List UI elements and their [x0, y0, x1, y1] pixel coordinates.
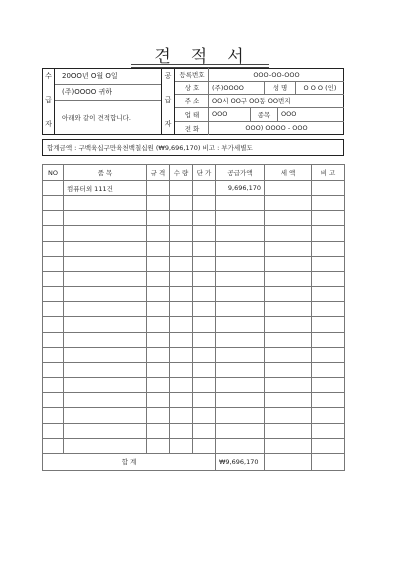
- company-name-value: (주)OOOO: [212, 84, 244, 92]
- table-header-row: [43, 165, 345, 181]
- recipient-date: 20OO년 O월 O일: [62, 72, 118, 80]
- phone-label: 전 화: [184, 124, 200, 133]
- table-row: [43, 438, 345, 453]
- table-row: [43, 423, 345, 438]
- representative-label: 성 명: [272, 84, 288, 92]
- table-row: [43, 226, 345, 241]
- table-total-row: [43, 453, 345, 470]
- table-row: [43, 378, 345, 393]
- table-row: [43, 362, 345, 377]
- header-tax: 세 액: [265, 165, 312, 181]
- representative-value: O O O (인): [303, 84, 337, 92]
- table-row: [43, 241, 345, 256]
- items-table: [42, 164, 345, 471]
- table-row: [43, 332, 345, 347]
- business-type-value: OOO: [212, 110, 228, 118]
- table-row: [43, 347, 345, 362]
- supplier-side-char-2: 급: [164, 96, 172, 104]
- business-item-label: 종목: [257, 110, 271, 119]
- items-table-body: [43, 165, 345, 471]
- header-spec: 규 격: [147, 165, 170, 181]
- header-unit-price: 단 가: [193, 165, 216, 181]
- table-row: [43, 408, 345, 423]
- table-row: [43, 317, 345, 332]
- reg-number-value: OOO-OO-OOO: [253, 70, 300, 79]
- address-value: OO시 OO구 OO동 OO번지: [212, 97, 291, 105]
- total-summary: 합계금액 : 구백육십구만육천백칠십원 (₩9,696,170) 비고 : 부가세별도: [42, 139, 344, 156]
- recipient-message: 아래와 같이 견적합니다.: [62, 114, 131, 122]
- table-row: [43, 211, 345, 226]
- header-quantity: 수 량: [170, 165, 193, 181]
- company-name-label: 상 호: [184, 84, 200, 92]
- reg-number-label: 등록번호: [179, 71, 205, 79]
- header-item: 품 목: [64, 165, 147, 181]
- table-row: [43, 181, 345, 196]
- table-row: [43, 393, 345, 408]
- recipient-side-char-2: 급: [45, 96, 52, 104]
- table-row: [43, 196, 345, 211]
- table-row: [43, 271, 345, 286]
- supplier-side-char-3: 자: [164, 120, 172, 128]
- header-supply-amount: 공급가액: [216, 165, 265, 181]
- recipient-side-char-3: 자: [45, 120, 52, 128]
- first-row-item: 컴퓨터외 111건: [64, 181, 147, 196]
- table-row: [43, 287, 345, 302]
- total-label: 합 계: [43, 453, 216, 470]
- title-char-1: 견: [154, 47, 173, 67]
- total-amount: ₩9,696,170: [216, 453, 265, 470]
- business-item-value: OOO: [281, 110, 297, 118]
- recipient-company: (주)OOOO 귀하: [62, 88, 113, 96]
- header-no: NO: [43, 165, 64, 181]
- phone-value: OOO) OOOO - OOO: [245, 124, 308, 132]
- title-char-3: 서: [227, 47, 246, 67]
- table-row: [43, 302, 345, 317]
- first-row-amount: 9,696,170: [216, 181, 265, 196]
- title-char-2: 적: [190, 47, 210, 67]
- address-label: 주 소: [184, 97, 200, 105]
- supplier-side-char-1: 공: [164, 72, 172, 80]
- business-type-label: 업 태: [184, 110, 200, 119]
- header-note: 비 고: [312, 165, 345, 181]
- table-row: [43, 256, 345, 271]
- recipient-side-char-1: 수: [45, 72, 52, 80]
